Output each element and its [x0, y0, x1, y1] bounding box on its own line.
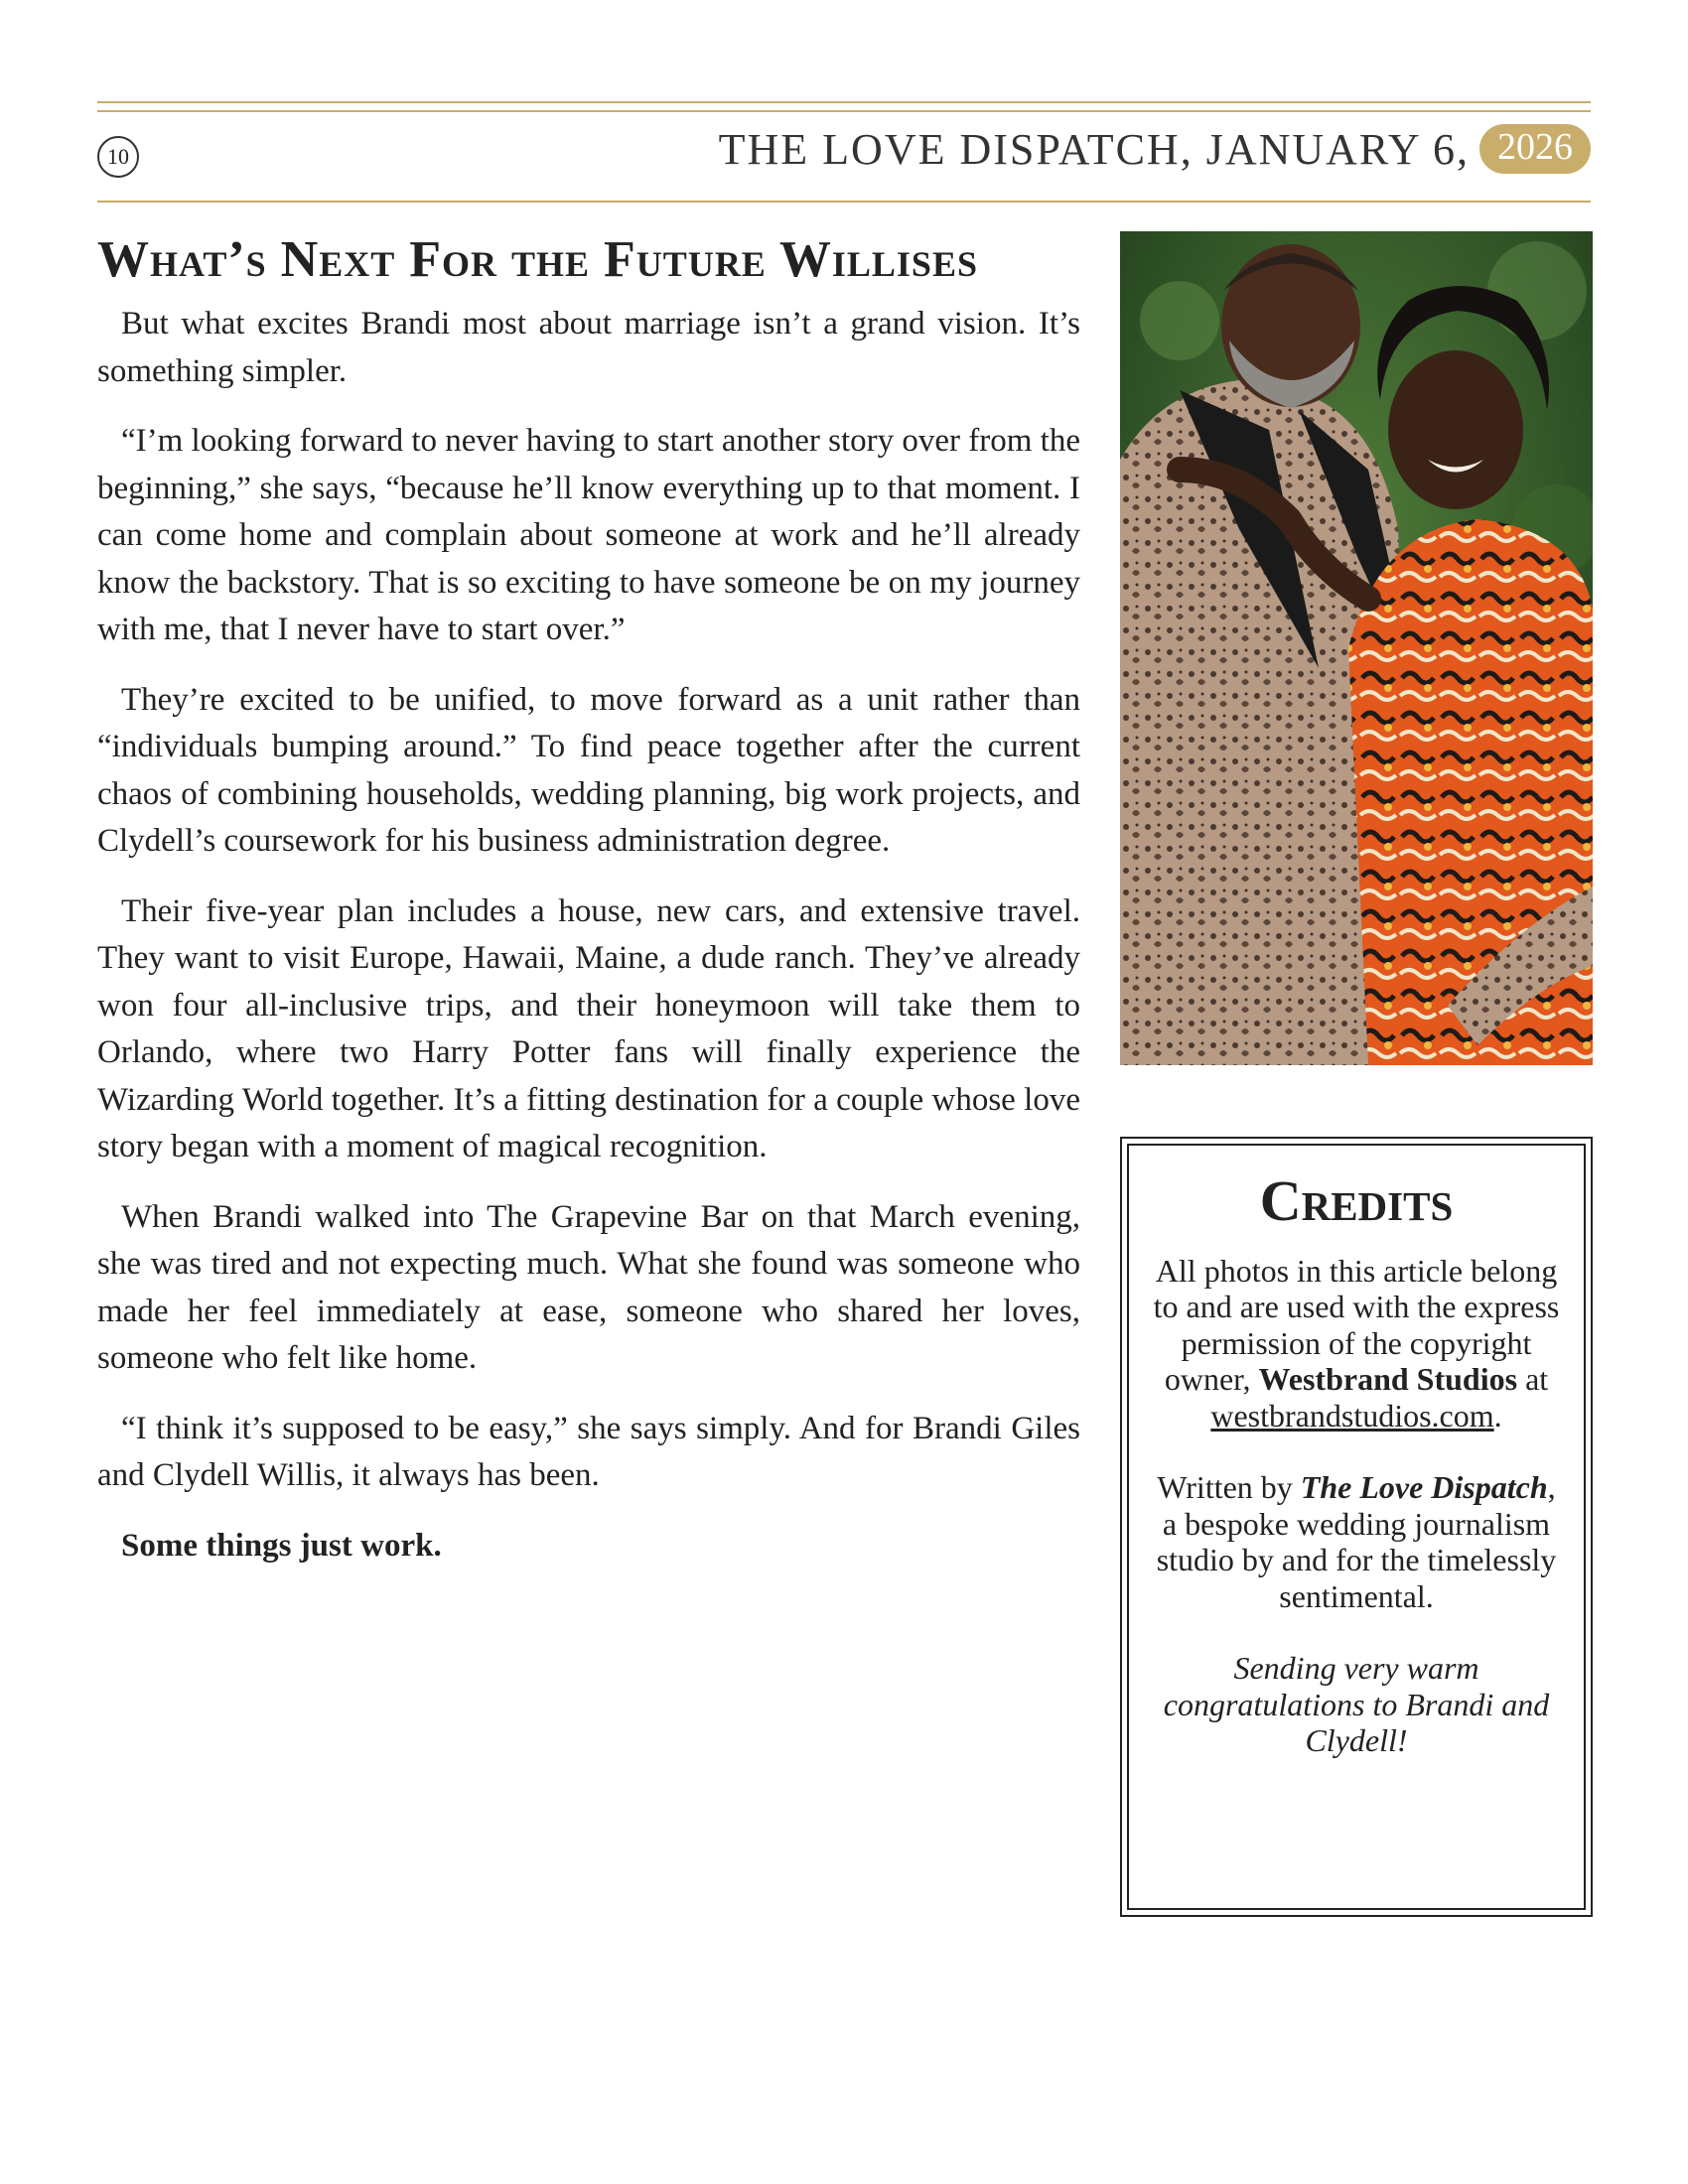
credits-title: Credits — [1259, 1168, 1454, 1233]
credits-at: at — [1525, 1361, 1549, 1398]
article-closing: Some things just work. — [121, 1527, 442, 1564]
credits-publication-name: The Love Dispatch — [1300, 1469, 1548, 1506]
page-number-text: 10 — [107, 144, 129, 169]
year-badge: 2026 — [1479, 124, 1591, 174]
credits-inner — [1127, 1144, 1586, 1910]
article-paragraph: “I think it’s supposed to be easy,” she says simply. And for Brandi Giles and Clydell Willis, it always has been. — [97, 1410, 1080, 1493]
article-paragraph: Their five-year plan includes a house, new cars, and extensive travel. They want to visit Europe, Hawaii, Maine, a dude ranch. They’ve already won four all-inclusive trips, and their honeymoon will take them to Orlando, where two Harry Potter fans will finally experience the Wizarding World together. It’s a fitting destination for a couple whose love story began with a moment of magical recognition. — [97, 892, 1080, 1164]
article-paragraph: “I’m looking forward to never having to start another story over from the beginning,” she says, “because he’ll know everything up to that moment. I can come home and complain about someone at work and he’ll already know the backstory. That is so exciting to have someone be on my journey with me, that I never have to start over.” — [97, 423, 1080, 647]
credits-written-by — [1151, 1469, 1562, 1614]
credits-box — [1120, 1137, 1593, 1917]
credits-closing-text: Sending very warm congratulations to Brandi and Clydell! — [1163, 1650, 1550, 1759]
credits-period: . — [1493, 1397, 1502, 1433]
article-body — [97, 301, 1080, 1592]
credits-written-by-label: Written by — [1157, 1469, 1293, 1506]
couple-photo-illustration — [1120, 231, 1593, 1065]
couple-photo — [1120, 231, 1593, 1065]
header-rule-top — [97, 101, 1591, 103]
credits-closing — [1151, 1650, 1562, 1759]
masthead — [719, 123, 1591, 175]
credits-studio-name: Westbrand Studios — [1258, 1361, 1518, 1398]
credits-photo-statement — [1151, 1253, 1562, 1434]
header-rule-top-inner — [97, 110, 1591, 112]
credits-photo-text: All photos in this article belong to and are used with the express permission of the copyright owner, — [1153, 1252, 1560, 1398]
page-number — [97, 136, 139, 178]
masthead-title: THE LOVE DISPATCH, JANUARY 6, — [718, 124, 1470, 174]
article-headline: What’s Next For the Future Willises — [97, 231, 978, 288]
article-paragraph: They’re excited to be unified, to move forward as a unit rather than “individuals bumping around.” To find peace together after the current chaos of combining households, wedding planning, big work projects, and Clydell’s coursework for his business administration degree. — [97, 681, 1080, 859]
credits-written-description: , a bespoke wedding journalism studio by and for the timelessly sentimental. — [1156, 1469, 1557, 1614]
studio-website-link[interactable]: westbrandstudios.com — [1210, 1397, 1494, 1433]
header-rule-bottom — [97, 201, 1591, 203]
article-paragraph: But what excites Brandi most about marriage isn’t a grand vision. It’s something simpler. — [97, 306, 1080, 389]
article-paragraph: When Brandi walked into The Grapevine Bar on that March evening, she was tired and not expecting much. What she found was someone who made her feel immediately at ease, someone who shared her loves, someone who felt like home. — [97, 1198, 1080, 1376]
